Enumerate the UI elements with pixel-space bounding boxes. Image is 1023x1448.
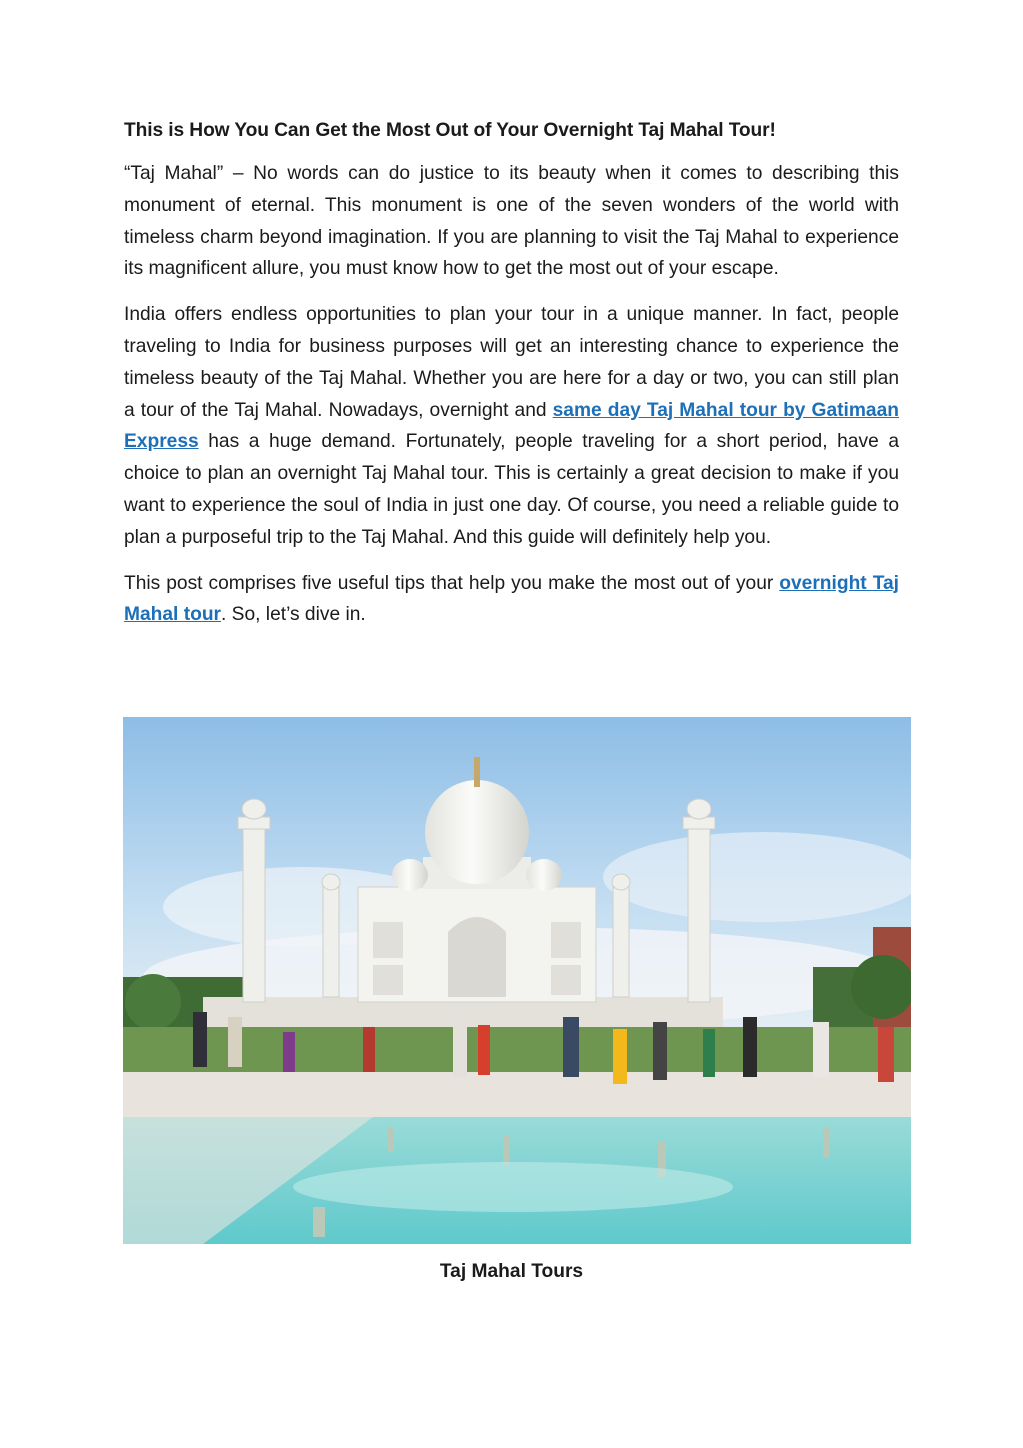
paragraph-text: has a huge demand. Fortunately, people traveling for a short period, have a choice to plan an overnight Taj Mahal tour. This is certainly a great decision to make if you want to experience the soul of India in just one day. Of course, you need a reliable guide to plan a purposeful trip to the Taj Mahal. And this guide will definitely help you. [124,431,899,548]
document-page [124,118,899,645]
taj-mahal-photo [123,717,911,1244]
document-title: This is How You Can Get the Most Out of Your Overnight Taj Mahal Tour! [124,120,776,141]
image-caption: Taj Mahal Tours [439,1261,584,1282]
paragraph-text: India offers endless opportunities to plan your tour in a unique manner. In fact, people traveling to India for business purposes will get an interesting chance to experience the timeless beauty of the Taj Mahal. Whether you are here for a day or two, you can still plan a tour of the Taj Mahal. Nowadays, overnight and [124,304,899,421]
paragraph-text: . So, let’s dive in. [221,604,366,626]
paragraph-text: This post comprises five useful tips that help you make the most out of your [124,572,780,594]
paragraph-india-tour [124,299,899,553]
paragraph-intro: “Taj Mahal” – No words can do justice to its beauty when it comes to describing this monument of eternal. This monument is one of the seven wonders of the world with timeless charm beyond imagination. If you are planning to visit the Taj Mahal to experience its magnificent allure, you must know how to get the most out of your escape. [124,163,899,280]
paragraph-tips-intro [124,568,899,632]
overnight-tour-link[interactable]: overnight Taj Mahal tour [124,572,899,626]
gatimaan-tour-link[interactable]: same day Taj Mahal tour by Gatimaan Express [124,399,899,453]
